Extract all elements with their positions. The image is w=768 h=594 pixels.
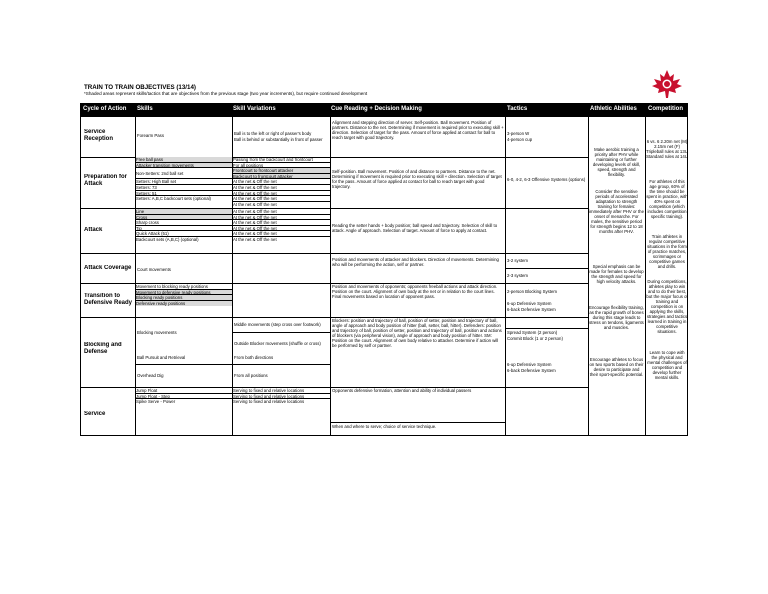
cue-service-formation: Opponents defensive formation, attention and ability of individual passers <box>332 388 472 393</box>
list-item: Defensive ready positions <box>136 301 232 307</box>
header-athletic-abilities: Athletic Abilities <box>590 106 637 112</box>
list-item: At the net & Off the net <box>233 236 277 242</box>
tactic-2-person-blocking: 2-person Blocking System <box>507 289 557 294</box>
list-item: At the net & Off the net <box>233 196 330 202</box>
list-item: At the net & Off the net <box>233 209 330 215</box>
tactic-6-back-defensive: 6-back Defensive System <box>507 307 556 312</box>
header-skill-variations: Skill Variations <box>233 106 276 112</box>
athletic-two-sports: Encourage athletes to focus on two sports based on their desire to participate and their sport-specific potential. <box>589 357 644 377</box>
list-item: Setters: High Ball set <box>136 179 232 185</box>
cycle-service-reception: Service Reception <box>84 129 114 142</box>
athletic-aerobic: Make aerobic training a priority after PHV while maintaining or further developing levels of skill, speed, strength and flexibility. <box>592 147 641 177</box>
tactic-3-2-system: 3-2 system <box>507 258 529 263</box>
list-item: Sharp cross <box>136 220 232 226</box>
list-item: At the net & Off the net <box>233 191 330 197</box>
list-item: Movement to blocking ready positions <box>136 284 232 290</box>
attack-skill-list <box>136 209 232 243</box>
cue-blocking-defense: Blockers: position and trajectory of ball, position of setter, position and trajectory of ball, angle of approach and body position of hitter (ball, setter, ball, hitter). Defenders: position and trajectory of ball, position of setter, position and trajectory of ball, position and actions of blockers (via peripheral vision), angle of approach and body position of hitter. SM: Position on the court. Alignment of own body relative to attacker. Determine if action will be performed by self or partner. <box>332 318 502 348</box>
list-item: For all positions <box>233 163 330 169</box>
header-skills: Skills <box>137 106 153 112</box>
header-tactics: Tactics <box>507 106 528 112</box>
prep-attack-skill-list <box>136 157 232 202</box>
variation-behind-pass: Ball is behind or substantially in front of passer <box>234 137 323 142</box>
list-item: At the net & Off the net <box>233 215 330 221</box>
list-item: Cross <box>136 215 232 221</box>
list-item: Jump Float <box>136 388 232 394</box>
cue-attack-coverage: Position and movements of attacker and blockers. Direction of movements. Determining who will be performing the action, self or partner. <box>332 257 499 267</box>
maple-leaf-logo-icon <box>647 68 687 100</box>
prep-attack-variation-list <box>233 157 330 207</box>
list-item: Setters: 73 <box>136 185 232 191</box>
skill-overhead-dig: Overhead Dig <box>137 373 164 378</box>
cycle-attack: Attack <box>84 227 103 233</box>
tactic-spread-system: Spread System (2 person) <box>507 330 558 335</box>
list-item: Backcourt to frontcourt attacker <box>233 174 330 180</box>
table-header-row <box>80 103 688 116</box>
skill-ball-pursuit: Ball Pursuit and Retrieval <box>137 355 186 360</box>
list-item: At the net & Off the net <box>233 201 277 207</box>
skill-forearm-pass: Forearm Pass <box>137 133 164 138</box>
list-item: Jump Float - Step <box>136 394 232 400</box>
list-item: Quick Attack (51) <box>136 231 232 237</box>
service-variation-list <box>233 388 330 405</box>
tactic-6-back-defensive-2: 6-back Defensive System <box>507 368 556 373</box>
list-item: Tip <box>136 226 232 232</box>
cue-service-reception: Alignment and stepping direction of server. Self-position. Ball movement. Position of partners. Distance to the net. Determining if movement is required prior to executing skill + direction. Selection of target for the pass. Amount of force applied at contact for ball to reach target with good trajectory. <box>332 120 504 140</box>
list-item: Blocking ready positions <box>136 295 232 301</box>
document-subtitle: *Shaded areas represent skills/tactics that are objectives from the previous stage (two year increments), but require continued development <box>84 91 368 96</box>
list-item: Attacker transition movements <box>136 163 232 169</box>
cue-prep-attack: Self-position. Ball movement. Position of and distance to partners. Distance to the net. Determining if movement is required prior to executing skill + direction. Selection of target for the pass. Amount of force applied at contact for ball to reach target with good trajectory. <box>332 169 502 189</box>
list-item: Serving to fixed and relative locations <box>233 388 330 394</box>
competition-rules: 6 vs. 6 2.20m net (M) 2.15m net (F) Tripleball rules at 13U Standard rules at 14U <box>646 139 688 159</box>
tactic-2-3-system: 2-3 system <box>507 273 529 278</box>
document-title: TRAIN TO TRAIN OBJECTIVES (13/14) <box>84 84 196 91</box>
list-item: Spike Serve - Power <box>136 399 176 405</box>
skill-blocking-movements: Blocking movements <box>137 330 177 335</box>
cycle-attack-coverage: Attack Coverage <box>84 265 132 271</box>
competition-mental-skills: Learn to cope with the physical and mental challenges of competition and develop further mental skills. <box>647 350 687 380</box>
cue-service-choice: When and where to serve; choice of service technique. <box>332 424 437 429</box>
cycle-preparation-for-attack: Preparation for Attack <box>84 174 128 187</box>
skill-court-movements: Court movements <box>137 267 171 272</box>
variation-outside-blocker: Outside Blocker movements (shuffle or cross) <box>234 341 321 346</box>
objectives-table <box>80 116 688 436</box>
transition-skill-list <box>136 284 232 306</box>
header-cycle-of-action: Cycle of Action <box>83 106 127 112</box>
list-item: Frontcourt to frontcourt attacker <box>233 168 330 174</box>
cycle-service: Service <box>84 411 106 417</box>
competition-time-split: For athletes of this age group, 60% of the time should be spent in practice, with 40% spent on competition (which includes competition specific training). <box>646 179 688 219</box>
list-item: Movement to defensive ready positions <box>136 290 232 296</box>
athletic-strength-periods: Consider the sensitive periods of accelerated adaptation to strength training for females: immediately after PHV or the onset of menarche. For males, the sensitive period for strength begins 12 to 18 months after PHV. <box>589 189 644 234</box>
list-item: Free ball pass <box>136 157 232 163</box>
list-item: At the net & Off the net <box>233 231 330 237</box>
variation-middle-movements: Middle movements (step cross over footwork) <box>234 322 321 327</box>
competition-focus: During competitions, athletes play to win and to do their best, but the major focus of training and competition is on applying the skills, strategies and tactics learned in training in competitive situations. <box>646 279 688 334</box>
tactic-offensive-systems: 6-0, 4-2, 6-3 Offensive Systems (options) <box>507 177 586 182</box>
variation-all-positions: From all positions <box>234 373 268 378</box>
list-item: At the net & Off the net <box>233 220 330 226</box>
list-item: Setters: A,B,C backcourt sets (optional) <box>136 196 211 202</box>
variation-both-directions: From both directions <box>234 355 274 360</box>
header-cue-reading: Cue Reading + Decision Making <box>331 106 422 112</box>
athletic-flexibility: Encourage flexibility training, as the rapid growth of bones during this stage leads to stress on tendons, ligaments and muscles. <box>589 305 644 330</box>
list-item: Line <box>136 209 232 215</box>
list-item: Serving to fixed and relative locations <box>233 399 305 405</box>
list-item: Backcourt sets (A,B,C) (optional) <box>136 236 199 242</box>
attack-variation-list <box>233 209 330 243</box>
athletic-female-strength: Special emphasis can be made for females to develop the strength and speed for high velocity attacks. <box>589 264 644 284</box>
cycle-transition: Transition to Defensive Ready <box>84 293 133 306</box>
list-item: At the net & Off the net <box>233 185 330 191</box>
tactic-commit-block: Commit Block (1 or 2 person) <box>507 336 563 341</box>
tactic-4-person-cup: 4-person cup <box>507 137 533 142</box>
tactic-6-up-defensive-2: 6-up Defensive System <box>507 362 552 367</box>
variation-side-pass: Ball is to the left or right of passer's body <box>234 131 312 136</box>
header-competition: Competition <box>648 106 683 112</box>
cue-attack: Reading the setter hands + body position; ball speed and trajectory. Selection of skill to attack. Angle of approach. Selection of target. Amount of force to apply at contact. <box>332 223 498 233</box>
list-item: Setters: 51 <box>136 191 232 197</box>
tactic-6-up-defensive: 6-up Defensive System <box>507 301 552 306</box>
cycle-blocking-defense: Blocking and Defense <box>84 342 122 355</box>
list-item: At the net & Off the net <box>233 179 330 185</box>
list-item: Passing from the backcourt and frontcourt <box>233 157 330 163</box>
list-item: Non-Setters: 2nd ball set <box>136 168 232 179</box>
list-item: At the net & Off the net <box>233 226 330 232</box>
tactic-3-person-w: 3-person W <box>507 131 530 136</box>
list-item: Serving to fixed and relative locations <box>233 394 330 400</box>
cue-transition: Position and movements of opponents; opponents freeball actions and attack direction. Position on the court. Alignment of own body at the net or in relation to the court lines. Final movements based on location of opponent pass. <box>332 284 498 299</box>
competition-regular-situations: Train athletes in regular competitive situations in the form of practice matches, scrimmages or competitive games and drills. <box>647 234 687 269</box>
service-skill-list <box>136 388 232 405</box>
